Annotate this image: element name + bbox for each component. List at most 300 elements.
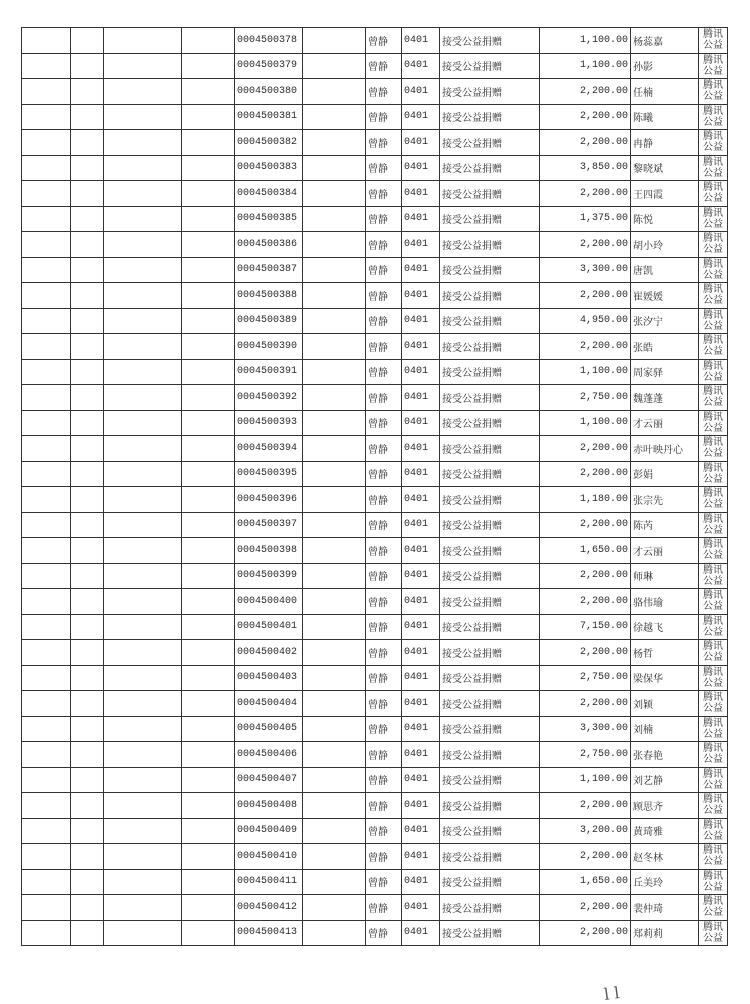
table-row: [22, 844, 728, 870]
blank-cell-3: [104, 640, 182, 666]
voucher-number: 0004500393: [235, 410, 303, 436]
table-row: [22, 155, 728, 181]
source-line-1: 腾讯: [703, 666, 723, 678]
summary-text: 接受公益捐赠: [440, 155, 540, 181]
account-code: 0401: [402, 104, 440, 130]
account-code: 0401: [402, 461, 440, 487]
blank-cell-4: [182, 79, 235, 105]
blank-cell-3: [104, 410, 182, 436]
source-line-2: 公益: [703, 65, 723, 77]
blank-cell-5: [303, 614, 366, 640]
source-line-2: 公益: [703, 193, 723, 205]
voucher-number: 0004500381: [235, 104, 303, 130]
donation-source: [699, 895, 728, 921]
source-line-2: 公益: [703, 371, 723, 383]
handler-name: 曾静: [366, 130, 402, 156]
donation-source: [699, 614, 728, 640]
donation-amount: 3,850.00: [540, 155, 631, 181]
table-row: [22, 461, 728, 487]
handler-name: 曾静: [366, 206, 402, 232]
donor-name: 张宗先: [631, 487, 699, 513]
source-line-2: 公益: [703, 91, 723, 103]
donor-name: 赤叶映丹心: [631, 436, 699, 462]
source-line-1: 腾讯: [703, 845, 723, 857]
blank-cell-4: [182, 461, 235, 487]
table-row: [22, 895, 728, 921]
table-row: [22, 793, 728, 819]
blank-cell-5: [303, 385, 366, 411]
table-row: [22, 334, 728, 360]
source-line-1: 腾讯: [703, 794, 723, 806]
blank-cell-1: [22, 206, 71, 232]
account-code: 0401: [402, 538, 440, 564]
blank-cell-4: [182, 716, 235, 742]
source-line-2: 公益: [703, 601, 723, 613]
voucher-number: 0004500407: [235, 767, 303, 793]
source-line-2: 公益: [703, 524, 723, 536]
source-line-2: 公益: [703, 626, 723, 638]
account-code: 0401: [402, 767, 440, 793]
handler-name: 曾静: [366, 716, 402, 742]
blank-cell-5: [303, 257, 366, 283]
source-line-2: 公益: [703, 856, 723, 868]
donation-amount: 2,200.00: [540, 793, 631, 819]
blank-cell-3: [104, 767, 182, 793]
account-code: 0401: [402, 283, 440, 309]
donation-source: [699, 283, 728, 309]
donation-source: [699, 538, 728, 564]
blank-cell-5: [303, 742, 366, 768]
source-line-1: 腾讯: [703, 819, 723, 831]
source-line-1: 腾讯: [703, 641, 723, 653]
voucher-number: 0004500380: [235, 79, 303, 105]
donation-source: [699, 104, 728, 130]
source-line-1: 腾讯: [703, 182, 723, 194]
blank-cell-2: [71, 895, 104, 921]
blank-cell-2: [71, 283, 104, 309]
blank-cell-3: [104, 283, 182, 309]
blank-cell-5: [303, 232, 366, 258]
donation-amount: 2,200.00: [540, 130, 631, 156]
blank-cell-4: [182, 920, 235, 946]
blank-cell-3: [104, 130, 182, 156]
donation-amount: 3,200.00: [540, 818, 631, 844]
blank-cell-5: [303, 436, 366, 462]
blank-cell-1: [22, 104, 71, 130]
donation-amount: 1,100.00: [540, 28, 631, 54]
handler-name: 曾静: [366, 742, 402, 768]
blank-cell-1: [22, 257, 71, 283]
donor-name: 彭娟: [631, 461, 699, 487]
voucher-number: 0004500398: [235, 538, 303, 564]
source-line-1: 腾讯: [703, 692, 723, 704]
account-code: 0401: [402, 155, 440, 181]
blank-cell-4: [182, 844, 235, 870]
summary-text: 接受公益捐赠: [440, 640, 540, 666]
blank-cell-1: [22, 614, 71, 640]
source-line-2: 公益: [703, 40, 723, 52]
donor-name: 陈曦: [631, 104, 699, 130]
blank-cell-5: [303, 767, 366, 793]
source-line-1: 腾讯: [703, 360, 723, 372]
account-code: 0401: [402, 232, 440, 258]
blank-cell-4: [182, 308, 235, 334]
summary-text: 接受公益捐赠: [440, 436, 540, 462]
blank-cell-4: [182, 232, 235, 258]
voucher-number: 0004500400: [235, 589, 303, 615]
donation-source: [699, 691, 728, 717]
handler-name: 曾静: [366, 589, 402, 615]
handler-name: 曾静: [366, 895, 402, 921]
table-row: [22, 665, 728, 691]
blank-cell-4: [182, 793, 235, 819]
summary-text: 接受公益捐赠: [440, 283, 540, 309]
account-code: 0401: [402, 589, 440, 615]
blank-cell-3: [104, 155, 182, 181]
blank-cell-1: [22, 334, 71, 360]
account-code: 0401: [402, 79, 440, 105]
voucher-number: 0004500409: [235, 818, 303, 844]
blank-cell-3: [104, 895, 182, 921]
blank-cell-5: [303, 844, 366, 870]
handler-name: 曾静: [366, 334, 402, 360]
source-line-2: 公益: [703, 550, 723, 562]
blank-cell-1: [22, 538, 71, 564]
blank-cell-2: [71, 359, 104, 385]
blank-cell-4: [182, 691, 235, 717]
account-code: 0401: [402, 691, 440, 717]
donation-source: [699, 385, 728, 411]
account-code: 0401: [402, 665, 440, 691]
donation-source: [699, 257, 728, 283]
blank-cell-2: [71, 742, 104, 768]
source-line-1: 腾讯: [703, 488, 723, 500]
table-row: [22, 181, 728, 207]
voucher-number: 0004500410: [235, 844, 303, 870]
table-row: [22, 538, 728, 564]
table-row: [22, 716, 728, 742]
blank-cell-5: [303, 410, 366, 436]
blank-cell-4: [182, 53, 235, 79]
blank-cell-1: [22, 818, 71, 844]
donation-amount: 2,200.00: [540, 181, 631, 207]
blank-cell-2: [71, 334, 104, 360]
source-line-1: 腾讯: [703, 768, 723, 780]
blank-cell-3: [104, 844, 182, 870]
donation-amount: 2,200.00: [540, 461, 631, 487]
blank-cell-4: [182, 487, 235, 513]
blank-cell-5: [303, 359, 366, 385]
donor-name: 骆伟瑜: [631, 589, 699, 615]
blank-cell-3: [104, 869, 182, 895]
donation-amount: 2,750.00: [540, 665, 631, 691]
donation-source: [699, 640, 728, 666]
voucher-number: 0004500388: [235, 283, 303, 309]
summary-text: 接受公益捐赠: [440, 691, 540, 717]
donation-amount: 1,180.00: [540, 487, 631, 513]
handwritten-page-mark: l l: [602, 983, 621, 1004]
voucher-number: 0004500412: [235, 895, 303, 921]
blank-cell-2: [71, 155, 104, 181]
donor-name: 周家驿: [631, 359, 699, 385]
source-line-2: 公益: [703, 728, 723, 740]
donor-name: 丘美玲: [631, 869, 699, 895]
source-line-2: 公益: [703, 652, 723, 664]
donor-name: 郑莉莉: [631, 920, 699, 946]
blank-cell-3: [104, 538, 182, 564]
blank-cell-1: [22, 410, 71, 436]
source-line-2: 公益: [703, 116, 723, 128]
blank-cell-5: [303, 461, 366, 487]
voucher-number: 0004500405: [235, 716, 303, 742]
donor-name: 陈芮: [631, 512, 699, 538]
donor-name: 黄琦雅: [631, 818, 699, 844]
blank-cell-1: [22, 793, 71, 819]
blank-cell-2: [71, 436, 104, 462]
donation-source: [699, 232, 728, 258]
blank-cell-3: [104, 487, 182, 513]
blank-cell-1: [22, 869, 71, 895]
donation-amount: 2,200.00: [540, 640, 631, 666]
donor-name: 裴仲琦: [631, 895, 699, 921]
blank-cell-1: [22, 487, 71, 513]
source-line-2: 公益: [703, 167, 723, 179]
donor-name: 才云丽: [631, 538, 699, 564]
blank-cell-3: [104, 742, 182, 768]
account-code: 0401: [402, 28, 440, 54]
source-line-1: 腾讯: [703, 743, 723, 755]
donation-source: [699, 742, 728, 768]
summary-text: 接受公益捐赠: [440, 181, 540, 207]
source-line-1: 腾讯: [703, 513, 723, 525]
blank-cell-1: [22, 181, 71, 207]
summary-text: 接受公益捐赠: [440, 385, 540, 411]
blank-cell-5: [303, 716, 366, 742]
voucher-number: 0004500401: [235, 614, 303, 640]
blank-cell-2: [71, 920, 104, 946]
handler-name: 曾静: [366, 181, 402, 207]
blank-cell-2: [71, 257, 104, 283]
source-line-1: 腾讯: [703, 386, 723, 398]
blank-cell-5: [303, 563, 366, 589]
donor-name: 唐凯: [631, 257, 699, 283]
blank-cell-1: [22, 895, 71, 921]
handler-name: 曾静: [366, 512, 402, 538]
table-row: [22, 869, 728, 895]
table-row: [22, 385, 728, 411]
donor-name: 冉静: [631, 130, 699, 156]
donor-name: 孙影: [631, 53, 699, 79]
table-row: [22, 614, 728, 640]
blank-cell-1: [22, 232, 71, 258]
source-line-2: 公益: [703, 422, 723, 434]
source-line-1: 腾讯: [703, 105, 723, 117]
source-line-2: 公益: [703, 346, 723, 358]
blank-cell-3: [104, 589, 182, 615]
table-row: [22, 232, 728, 258]
blank-cell-3: [104, 53, 182, 79]
donor-name: 张汐宁: [631, 308, 699, 334]
source-line-1: 腾讯: [703, 615, 723, 627]
blank-cell-1: [22, 283, 71, 309]
donation-source: [699, 410, 728, 436]
source-line-2: 公益: [703, 677, 723, 689]
account-code: 0401: [402, 920, 440, 946]
donation-amount: 3,300.00: [540, 257, 631, 283]
voucher-number: 0004500390: [235, 334, 303, 360]
donation-amount: 1,100.00: [540, 359, 631, 385]
blank-cell-3: [104, 28, 182, 54]
donation-amount: 2,200.00: [540, 844, 631, 870]
blank-cell-3: [104, 334, 182, 360]
table-row: [22, 691, 728, 717]
handler-name: 曾静: [366, 155, 402, 181]
donor-name: 王四霞: [631, 181, 699, 207]
donation-amount: 2,200.00: [540, 589, 631, 615]
summary-text: 接受公益捐赠: [440, 589, 540, 615]
blank-cell-1: [22, 53, 71, 79]
blank-cell-5: [303, 181, 366, 207]
table-row: [22, 818, 728, 844]
source-line-1: 腾讯: [703, 411, 723, 423]
blank-cell-3: [104, 181, 182, 207]
voucher-number: 0004500378: [235, 28, 303, 54]
blank-cell-2: [71, 53, 104, 79]
handler-name: 曾静: [366, 359, 402, 385]
donation-amount: 2,200.00: [540, 334, 631, 360]
donation-source: [699, 436, 728, 462]
blank-cell-5: [303, 818, 366, 844]
table-row: [22, 206, 728, 232]
voucher-number: 0004500389: [235, 308, 303, 334]
blank-cell-5: [303, 512, 366, 538]
source-line-1: 腾讯: [703, 258, 723, 270]
blank-cell-2: [71, 487, 104, 513]
source-line-1: 腾讯: [703, 921, 723, 933]
donor-name: 刘楠: [631, 716, 699, 742]
blank-cell-3: [104, 563, 182, 589]
summary-text: 接受公益捐赠: [440, 487, 540, 513]
handler-name: 曾静: [366, 767, 402, 793]
voucher-number: 0004500392: [235, 385, 303, 411]
donation-amount: 2,750.00: [540, 385, 631, 411]
donor-name: 杨蕊嘉: [631, 28, 699, 54]
blank-cell-1: [22, 640, 71, 666]
blank-cell-2: [71, 206, 104, 232]
donation-source: [699, 512, 728, 538]
donation-source: [699, 308, 728, 334]
donor-name: 陈悦: [631, 206, 699, 232]
donation-source: [699, 461, 728, 487]
account-code: 0401: [402, 53, 440, 79]
blank-cell-3: [104, 436, 182, 462]
voucher-number: 0004500399: [235, 563, 303, 589]
blank-cell-1: [22, 844, 71, 870]
blank-cell-3: [104, 359, 182, 385]
source-line-1: 腾讯: [703, 896, 723, 908]
blank-cell-4: [182, 614, 235, 640]
blank-cell-1: [22, 359, 71, 385]
blank-cell-2: [71, 512, 104, 538]
donation-amount: 2,200.00: [540, 512, 631, 538]
blank-cell-5: [303, 53, 366, 79]
blank-cell-1: [22, 79, 71, 105]
account-code: 0401: [402, 844, 440, 870]
source-line-1: 腾讯: [703, 437, 723, 449]
summary-text: 接受公益捐赠: [440, 665, 540, 691]
blank-cell-1: [22, 665, 71, 691]
handler-name: 曾静: [366, 53, 402, 79]
voucher-number: 0004500385: [235, 206, 303, 232]
blank-cell-5: [303, 334, 366, 360]
summary-text: 接受公益捐赠: [440, 818, 540, 844]
blank-cell-3: [104, 206, 182, 232]
summary-text: 接受公益捐赠: [440, 461, 540, 487]
account-code: 0401: [402, 359, 440, 385]
blank-cell-2: [71, 232, 104, 258]
summary-text: 接受公益捐赠: [440, 563, 540, 589]
summary-text: 接受公益捐赠: [440, 614, 540, 640]
handler-name: 曾静: [366, 844, 402, 870]
source-line-1: 腾讯: [703, 29, 723, 41]
handler-name: 曾静: [366, 461, 402, 487]
donation-source: [699, 53, 728, 79]
handler-name: 曾静: [366, 385, 402, 411]
blank-cell-2: [71, 308, 104, 334]
source-line-1: 腾讯: [703, 207, 723, 219]
account-code: 0401: [402, 640, 440, 666]
donor-name: 刘艺静: [631, 767, 699, 793]
handler-name: 曾静: [366, 257, 402, 283]
source-line-2: 公益: [703, 703, 723, 715]
handler-name: 曾静: [366, 538, 402, 564]
blank-cell-4: [182, 181, 235, 207]
table-row: [22, 104, 728, 130]
donation-source: [699, 793, 728, 819]
blank-cell-4: [182, 767, 235, 793]
voucher-number: 0004500413: [235, 920, 303, 946]
source-line-2: 公益: [703, 779, 723, 791]
account-code: 0401: [402, 895, 440, 921]
summary-text: 接受公益捐赠: [440, 869, 540, 895]
summary-text: 接受公益捐赠: [440, 130, 540, 156]
blank-cell-2: [71, 28, 104, 54]
account-code: 0401: [402, 563, 440, 589]
summary-text: 接受公益捐赠: [440, 308, 540, 334]
blank-cell-2: [71, 614, 104, 640]
handler-name: 曾静: [366, 232, 402, 258]
source-line-2: 公益: [703, 320, 723, 332]
donor-name: 任楠: [631, 79, 699, 105]
blank-cell-5: [303, 206, 366, 232]
donation-amount: 1,100.00: [540, 767, 631, 793]
donation-source: [699, 487, 728, 513]
blank-cell-3: [104, 920, 182, 946]
blank-cell-1: [22, 767, 71, 793]
donation-source: [699, 206, 728, 232]
donation-ledger-table: [21, 27, 728, 946]
source-line-1: 腾讯: [703, 717, 723, 729]
donation-amount: 1,375.00: [540, 206, 631, 232]
blank-cell-3: [104, 716, 182, 742]
blank-cell-2: [71, 538, 104, 564]
account-code: 0401: [402, 742, 440, 768]
blank-cell-4: [182, 359, 235, 385]
blank-cell-1: [22, 716, 71, 742]
source-line-2: 公益: [703, 473, 723, 485]
handler-name: 曾静: [366, 665, 402, 691]
blank-cell-4: [182, 436, 235, 462]
